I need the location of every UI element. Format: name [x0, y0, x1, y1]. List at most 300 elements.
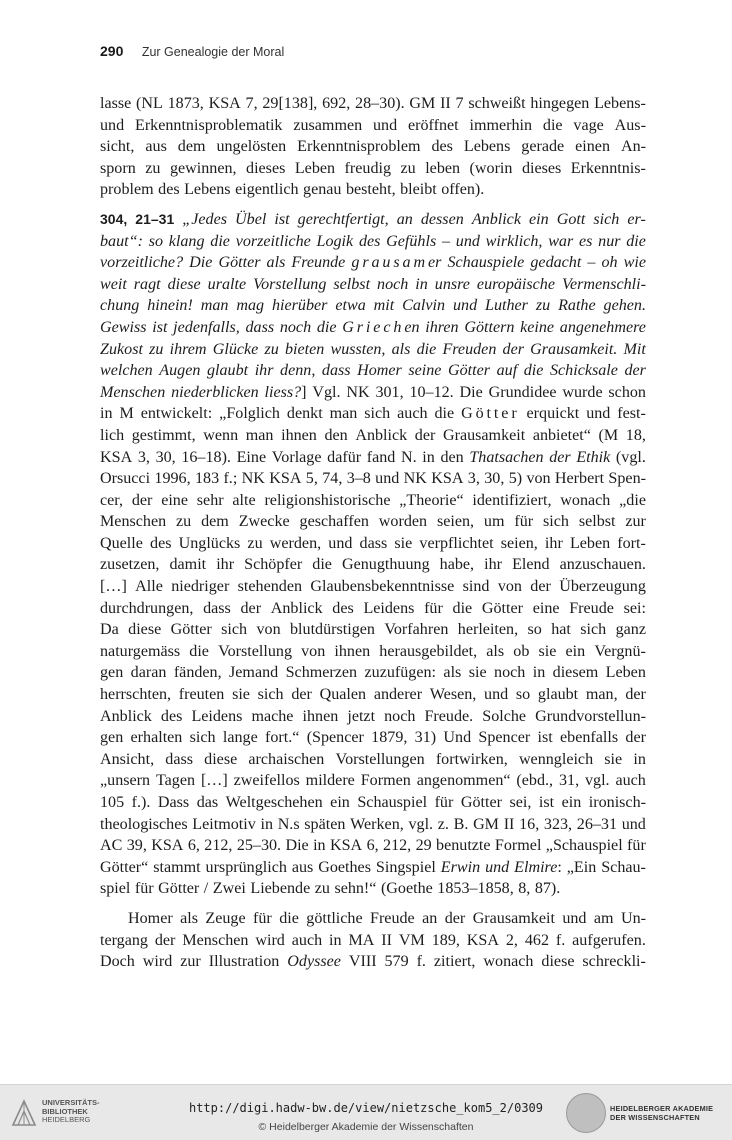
word: 323,	[543, 815, 573, 833]
word: Götter	[448, 362, 491, 380]
word: wenn	[203, 426, 239, 444]
word: sich	[257, 686, 284, 704]
word: des	[158, 181, 180, 199]
word: Grausamkeit	[472, 909, 555, 927]
word: 579	[384, 953, 409, 971]
word: naturgemäss	[100, 642, 181, 660]
word: sich	[593, 210, 620, 228]
text-line	[100, 136, 646, 158]
word: sich	[580, 621, 607, 639]
word: Alle	[135, 578, 163, 596]
word: 3–8	[346, 470, 371, 488]
word: GM	[409, 95, 436, 112]
word: hat	[551, 621, 571, 639]
word: des	[332, 599, 354, 617]
word: späten	[304, 815, 346, 833]
word: worden	[378, 513, 428, 531]
word: Vorlage	[271, 448, 322, 466]
word: welchen	[100, 362, 153, 380]
word: der	[154, 931, 176, 949]
word: und	[452, 297, 478, 315]
word: Schöpfer	[244, 556, 303, 574]
word: Homer	[128, 909, 173, 927]
word: es	[578, 232, 593, 250]
word: unsre	[434, 275, 470, 293]
text-line	[100, 115, 646, 137]
word: Vorstellung	[253, 275, 327, 293]
word: 21–31	[135, 210, 175, 227]
word: sie	[232, 686, 250, 704]
word: Zwei	[212, 880, 246, 898]
word: Calvin	[402, 297, 446, 315]
word: leben	[425, 159, 461, 177]
word: eröffnet	[407, 116, 459, 134]
word: KSA	[151, 837, 184, 855]
word: die	[316, 318, 337, 336]
word: gehen.	[603, 297, 646, 315]
word: der	[414, 426, 436, 444]
word: erquickt	[526, 405, 580, 423]
page-header	[100, 43, 632, 63]
word: der	[131, 491, 153, 509]
word: 189,	[431, 931, 460, 949]
word: Schauspiele	[447, 254, 525, 272]
library-name: UNIVERSITÄTS- BIBLIOTHEK HEIDELBERG	[42, 1098, 100, 1124]
word: KSA	[269, 470, 302, 488]
word: diese	[128, 621, 162, 639]
word: wirklich,	[485, 232, 543, 250]
word: An-	[620, 138, 646, 156]
word: „unsern	[100, 772, 151, 790]
word: Götter	[170, 621, 212, 639]
word: Anblick	[471, 210, 521, 228]
word: des	[160, 707, 183, 725]
word: sehr	[196, 491, 224, 509]
word: jedenfalls,	[173, 318, 240, 336]
word: Freuden	[442, 340, 497, 358]
word: immerhin	[469, 116, 533, 134]
word: NK	[241, 470, 265, 488]
word: dafür	[327, 448, 362, 466]
word: niederblicken	[171, 383, 259, 401]
word: 462	[524, 931, 549, 949]
word: Glücke	[212, 340, 259, 358]
text-line	[100, 857, 646, 879]
text-line	[100, 317, 646, 339]
word: Leben	[294, 159, 336, 177]
word: Götter	[218, 254, 261, 272]
word: anzuschauen.	[559, 556, 646, 574]
word: Leben	[569, 534, 611, 552]
word: zu	[400, 159, 416, 177]
word: wenngleich	[518, 750, 594, 768]
word: fest-	[617, 405, 646, 423]
word: „Theorie“	[399, 491, 464, 509]
word: Erkenntnisproblem	[297, 138, 421, 156]
word: dieses	[521, 159, 562, 177]
word: so	[148, 232, 163, 250]
word: diese	[167, 275, 201, 293]
word: (ebd.,	[516, 772, 554, 790]
word: cer,	[100, 491, 124, 509]
text-line	[100, 641, 646, 663]
word: MA	[348, 931, 375, 949]
word: die	[279, 909, 299, 927]
word: Gott	[556, 210, 586, 228]
word: spiel	[100, 880, 131, 898]
word: um	[483, 513, 505, 531]
word: aus	[145, 138, 167, 156]
word: Übel	[235, 210, 267, 228]
word: gestimmt,	[131, 426, 196, 444]
word: mache	[251, 707, 294, 725]
word: Leidens	[363, 599, 415, 617]
text-line	[100, 814, 646, 836]
word: für	[514, 513, 534, 531]
word: fortwirken,	[435, 750, 508, 768]
word: auch	[615, 772, 646, 790]
word: in	[422, 448, 435, 466]
word: Augen	[159, 362, 201, 380]
word: f.	[416, 953, 426, 971]
word: sei,	[509, 794, 532, 811]
word: zuzufügen:	[364, 664, 437, 682]
word: sich	[364, 405, 391, 423]
text-line	[100, 930, 646, 952]
word: 1853–1858,	[437, 880, 514, 898]
word: und	[484, 686, 509, 704]
word: Wesen,	[429, 686, 477, 704]
word: Vorfahren	[384, 621, 449, 639]
word: ihr	[216, 556, 235, 574]
word: 25–30.	[236, 837, 282, 855]
word: zu	[247, 534, 263, 552]
text-line	[100, 662, 646, 684]
word: Weltgeschehen	[225, 794, 323, 811]
word: Zwecke	[238, 513, 290, 531]
word: […]	[200, 772, 228, 790]
word: wussten,	[330, 340, 386, 358]
word: wird	[142, 953, 173, 971]
word: sehn!“	[334, 880, 377, 898]
word: sie	[468, 664, 487, 682]
word: dass	[321, 362, 351, 380]
word: göttliche	[306, 909, 363, 927]
word: zu	[145, 159, 161, 177]
word: Unglücks	[178, 534, 241, 552]
word: ein	[561, 794, 582, 811]
word: Zukost	[100, 340, 143, 358]
word: Die	[285, 837, 309, 855]
word: Grundidee	[488, 383, 557, 401]
word: zu	[176, 513, 192, 531]
word: herleiten,	[457, 621, 519, 639]
word: z.	[437, 815, 449, 833]
word: 212,	[383, 837, 412, 855]
word: selbst	[578, 513, 616, 531]
word: seien,	[500, 534, 538, 552]
word: und	[586, 405, 611, 423]
word: ist	[537, 729, 553, 747]
word: habe,	[439, 556, 475, 574]
commentary-body	[100, 93, 646, 973]
word: denkt	[286, 405, 323, 423]
word: oh	[601, 254, 618, 272]
word: Eine	[236, 448, 267, 466]
word: fänden,	[173, 664, 222, 682]
word: schreckli-	[582, 953, 646, 971]
word: dieses	[246, 159, 286, 177]
word: Freude	[370, 909, 415, 927]
word: ihr	[484, 556, 503, 574]
word: „Schauspiel	[545, 837, 623, 855]
word: VM	[398, 931, 425, 949]
word: 8,	[518, 880, 531, 898]
word: 6,	[366, 837, 379, 855]
word: ihnen	[281, 426, 317, 444]
word: das	[196, 794, 219, 811]
word: bieten	[284, 340, 325, 358]
word: damit	[169, 556, 207, 574]
word: herrschten,	[100, 686, 172, 704]
word: sich	[189, 729, 216, 747]
word: (worin	[469, 159, 513, 177]
text-line	[100, 533, 646, 555]
word: Rathe	[558, 297, 596, 315]
word: liess?]	[264, 383, 307, 401]
word: und	[100, 116, 125, 134]
word: 183	[194, 470, 220, 488]
word: von	[526, 470, 551, 488]
word: als	[391, 340, 411, 358]
word: sind	[462, 578, 490, 596]
word: des	[431, 138, 453, 156]
word: keine	[520, 318, 555, 336]
word: noch	[494, 664, 526, 682]
word: M	[119, 405, 134, 423]
word: vorzeitliche	[235, 232, 311, 250]
word: Solche	[482, 707, 527, 725]
word: die	[189, 642, 209, 660]
text-line	[100, 447, 646, 469]
word: und	[485, 858, 510, 876]
word: lich	[100, 426, 125, 444]
word: jetzt	[347, 707, 376, 725]
word: alte	[232, 491, 256, 509]
word: Ansicht,	[100, 750, 155, 768]
word: man,	[585, 686, 618, 704]
text-line	[100, 619, 646, 641]
word: eigentlich	[235, 181, 299, 199]
word: man	[245, 426, 274, 444]
word: religionshistorische	[264, 491, 391, 509]
word: Singspiel	[375, 858, 436, 876]
word: Goethes	[318, 858, 371, 876]
word: verpflichtet	[419, 534, 494, 552]
word: Homer	[357, 362, 402, 380]
paragraph-gap	[100, 201, 646, 209]
word: KSA	[329, 837, 363, 855]
word: man	[329, 405, 358, 423]
word: lange	[222, 729, 258, 747]
word: 10–12.	[409, 383, 454, 401]
word: gerechtfertigt,	[297, 210, 389, 228]
word: NK	[403, 470, 427, 488]
word: so	[527, 621, 542, 639]
word: der	[240, 599, 262, 617]
word: des	[150, 534, 172, 552]
word: schon	[608, 383, 646, 401]
word: besteht,	[345, 181, 396, 199]
word: „Jedes	[182, 210, 227, 228]
word: Herbert	[554, 470, 605, 488]
text-line	[100, 511, 646, 533]
word: […]	[100, 578, 127, 596]
word: Liebende	[250, 880, 311, 898]
word: N.	[401, 448, 417, 466]
word: Odyssee	[287, 953, 341, 971]
word: „Ein	[566, 858, 597, 876]
word: 3,	[137, 448, 150, 466]
word: Formen	[360, 772, 411, 790]
word: ob	[513, 642, 530, 660]
word: vgl.	[408, 815, 434, 833]
word: „Folglich	[219, 405, 280, 423]
word: denn,	[280, 362, 316, 380]
word: werden,	[269, 534, 322, 552]
word: diese	[204, 750, 238, 768]
word: in	[329, 931, 342, 949]
word: f.;	[223, 470, 238, 488]
word: in	[313, 837, 326, 855]
word: Freunde	[291, 254, 346, 272]
text-line	[100, 274, 646, 296]
word: mag	[236, 297, 265, 315]
text-line	[100, 158, 646, 180]
word: fort-	[617, 534, 646, 552]
word: entwickelt:	[140, 405, 213, 423]
word: anderer	[373, 686, 423, 704]
word: Gefühls	[386, 232, 437, 250]
word: wurde	[562, 383, 603, 401]
text-line	[100, 598, 646, 620]
word: VIII	[348, 953, 377, 971]
word: 1873,	[167, 95, 204, 112]
word: als	[180, 909, 198, 927]
text-line	[100, 576, 646, 598]
word: 31)	[414, 729, 437, 747]
word: 16–18).	[181, 448, 231, 466]
word: ragt	[133, 275, 161, 293]
word: ursprünglich	[205, 858, 287, 876]
word: theologisches	[100, 815, 188, 833]
word: in	[260, 815, 273, 833]
text-line	[100, 490, 646, 512]
word: Schicksale	[549, 362, 618, 380]
word: zur	[180, 953, 201, 971]
text-line	[100, 360, 646, 382]
word: nur	[598, 232, 621, 250]
word: 3,	[467, 470, 480, 488]
word: geschaffen	[299, 513, 369, 531]
word: sich	[543, 513, 569, 531]
word: noch	[384, 707, 416, 725]
text-line	[100, 382, 646, 404]
word: Griechen	[342, 318, 420, 336]
text-line	[100, 684, 646, 706]
word: Grausamkeit	[442, 426, 526, 444]
paragraph-gap	[100, 900, 646, 908]
word: 304,	[100, 210, 128, 227]
word: 5)	[508, 470, 523, 488]
word: schweißt	[468, 95, 526, 112]
word: erhalten	[130, 729, 183, 747]
word: Aus-	[614, 116, 646, 134]
word: /	[203, 880, 209, 898]
word: problem	[100, 181, 154, 199]
text-line	[100, 231, 646, 253]
word: 28–30).	[355, 95, 405, 112]
word: benutzte	[436, 837, 491, 855]
word: ebenfalls	[560, 729, 619, 747]
word: der	[624, 362, 646, 380]
word: (vgl.	[615, 448, 646, 466]
word: ihren	[425, 318, 459, 336]
copyright-notice: © Heidelberger Akademie der Wissenschaften	[258, 1121, 474, 1133]
word: von	[301, 642, 326, 660]
word: seien,	[436, 513, 475, 531]
word: sie	[394, 534, 413, 552]
word: ist	[538, 794, 555, 811]
word: ist	[152, 318, 168, 336]
word: von	[256, 621, 281, 639]
word: war	[548, 232, 574, 250]
text-line	[100, 706, 646, 728]
word: KSA	[208, 95, 241, 112]
word: ganz	[615, 621, 646, 639]
word: Leidens	[191, 707, 243, 725]
word: man	[200, 297, 229, 315]
word: Lebens-	[594, 95, 646, 112]
word: an	[396, 210, 413, 228]
word: Lebens	[463, 138, 511, 156]
word: gen	[100, 729, 124, 747]
word: diesem	[552, 664, 599, 682]
word: Formel	[494, 837, 542, 855]
word: 7	[455, 95, 464, 112]
word: der	[291, 686, 312, 704]
word: Freude.	[424, 707, 474, 725]
word: in	[633, 750, 646, 768]
word: KSA	[431, 470, 464, 488]
word: 1996,	[154, 470, 191, 488]
word: der	[530, 578, 551, 596]
word: Grundvorstellun-	[535, 707, 646, 725]
digital-copy-url[interactable]: http://digi.hadw-bw.de/view/nietzsche_kom5_2/0309	[188, 1101, 543, 1115]
word: Schmerzen	[285, 664, 358, 682]
word: Werken,	[350, 815, 404, 833]
word: in	[100, 405, 113, 423]
word: 692,	[322, 95, 351, 112]
word: Spencer	[478, 729, 531, 747]
word: tergang	[100, 931, 148, 949]
word: die	[523, 362, 544, 380]
word: für	[424, 599, 443, 617]
word: II	[503, 815, 515, 833]
word: chung	[100, 297, 140, 315]
word: Qualen	[319, 686, 367, 704]
word: freudig	[344, 159, 392, 177]
